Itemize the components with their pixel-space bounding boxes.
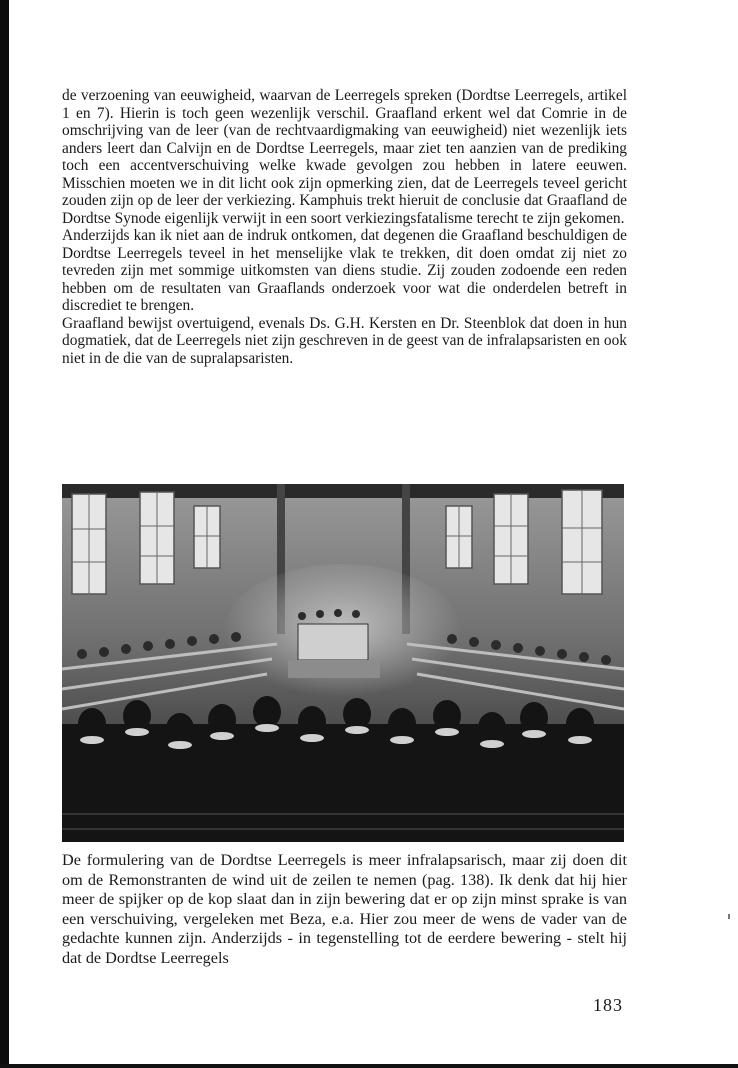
paragraph: De formulering van de Dordtse Leerregels is meer infralapsarisch, maar zij doen dit om de Remonstranten de wind uit de zeilen te nemen (pag. 138). Ik denk dat hij hier meer de spijker op de kop slaat dan in zijn bewering dat er op zijn minst sprake is van een verschuiving, vergeleken met Beza, e.a. Hier zou meer de wens de vader van de gedachte kunnen zijn. Anderzijds - in tegenstelling tot de eerdere bewering - stelt hij dat de Dordtse Leerregels	[62, 851, 627, 967]
body-text-top	[62, 87, 627, 367]
scan-border-left	[0, 0, 9, 1068]
paragraph: de verzoening van eeuwigheid, waarvan de Leerregels spreken (Dordtse Leerregels, artikel 1 en 7). Hierin is toch geen wezenlijk verschil. Graafland erkent wel dat Comrie in de omschrijving van de leer (van de rechtvaardigmaking van eeuwigheid) niet wezenlijk iets anders leert dan Calvijn en de Dordtse Leerregels, maar ziet ten aanzien van de prediking toch een accentverschuiving welke kwade gevolgen zou hebben in latere eeuwen. Misschien moeten we in dit licht ook zijn opmerking zien, dat de Leerregels teveel gericht zouden zijn op de leer der verkiezing. Kamphuis trekt hieruit de conclusie dat Graafland de Dordtse Synode eigenlijk verwijt in een soort verkiezingsfatalisme terecht te zijn gekomen.	[62, 87, 627, 227]
synod-illustration	[62, 484, 624, 842]
scan-speck	[728, 914, 730, 919]
paragraph: Anderzijds kan ik niet aan de indruk ontkomen, dat degenen die Graafland beschuldigen de Dordtse Leerregels teveel in het menselijke vlak te trekken, dit doen omdat zij niet zo tevreden zijn met sommige uitkomsten van diens studie. Zij zouden zodoende een reden hebben om de resultaten van Graaflands onderzoek voor wat die onderdelen betreft in discrediet te brengen.	[62, 227, 627, 314]
page-number: 183	[593, 995, 623, 1015]
body-text-bottom	[62, 851, 627, 969]
synod-engraving-image	[62, 484, 624, 842]
paragraph: Graafland bewijst overtuigend, evenals Ds. G.H. Kersten en Dr. Steenblok dat doen in hun dogmatiek, dat de Leerregels niet zijn geschreven in de geest van de infralapsaristen en ook niet in de die van de supralapsaristen.	[62, 314, 627, 367]
scan-border-bottom	[0, 1064, 738, 1068]
